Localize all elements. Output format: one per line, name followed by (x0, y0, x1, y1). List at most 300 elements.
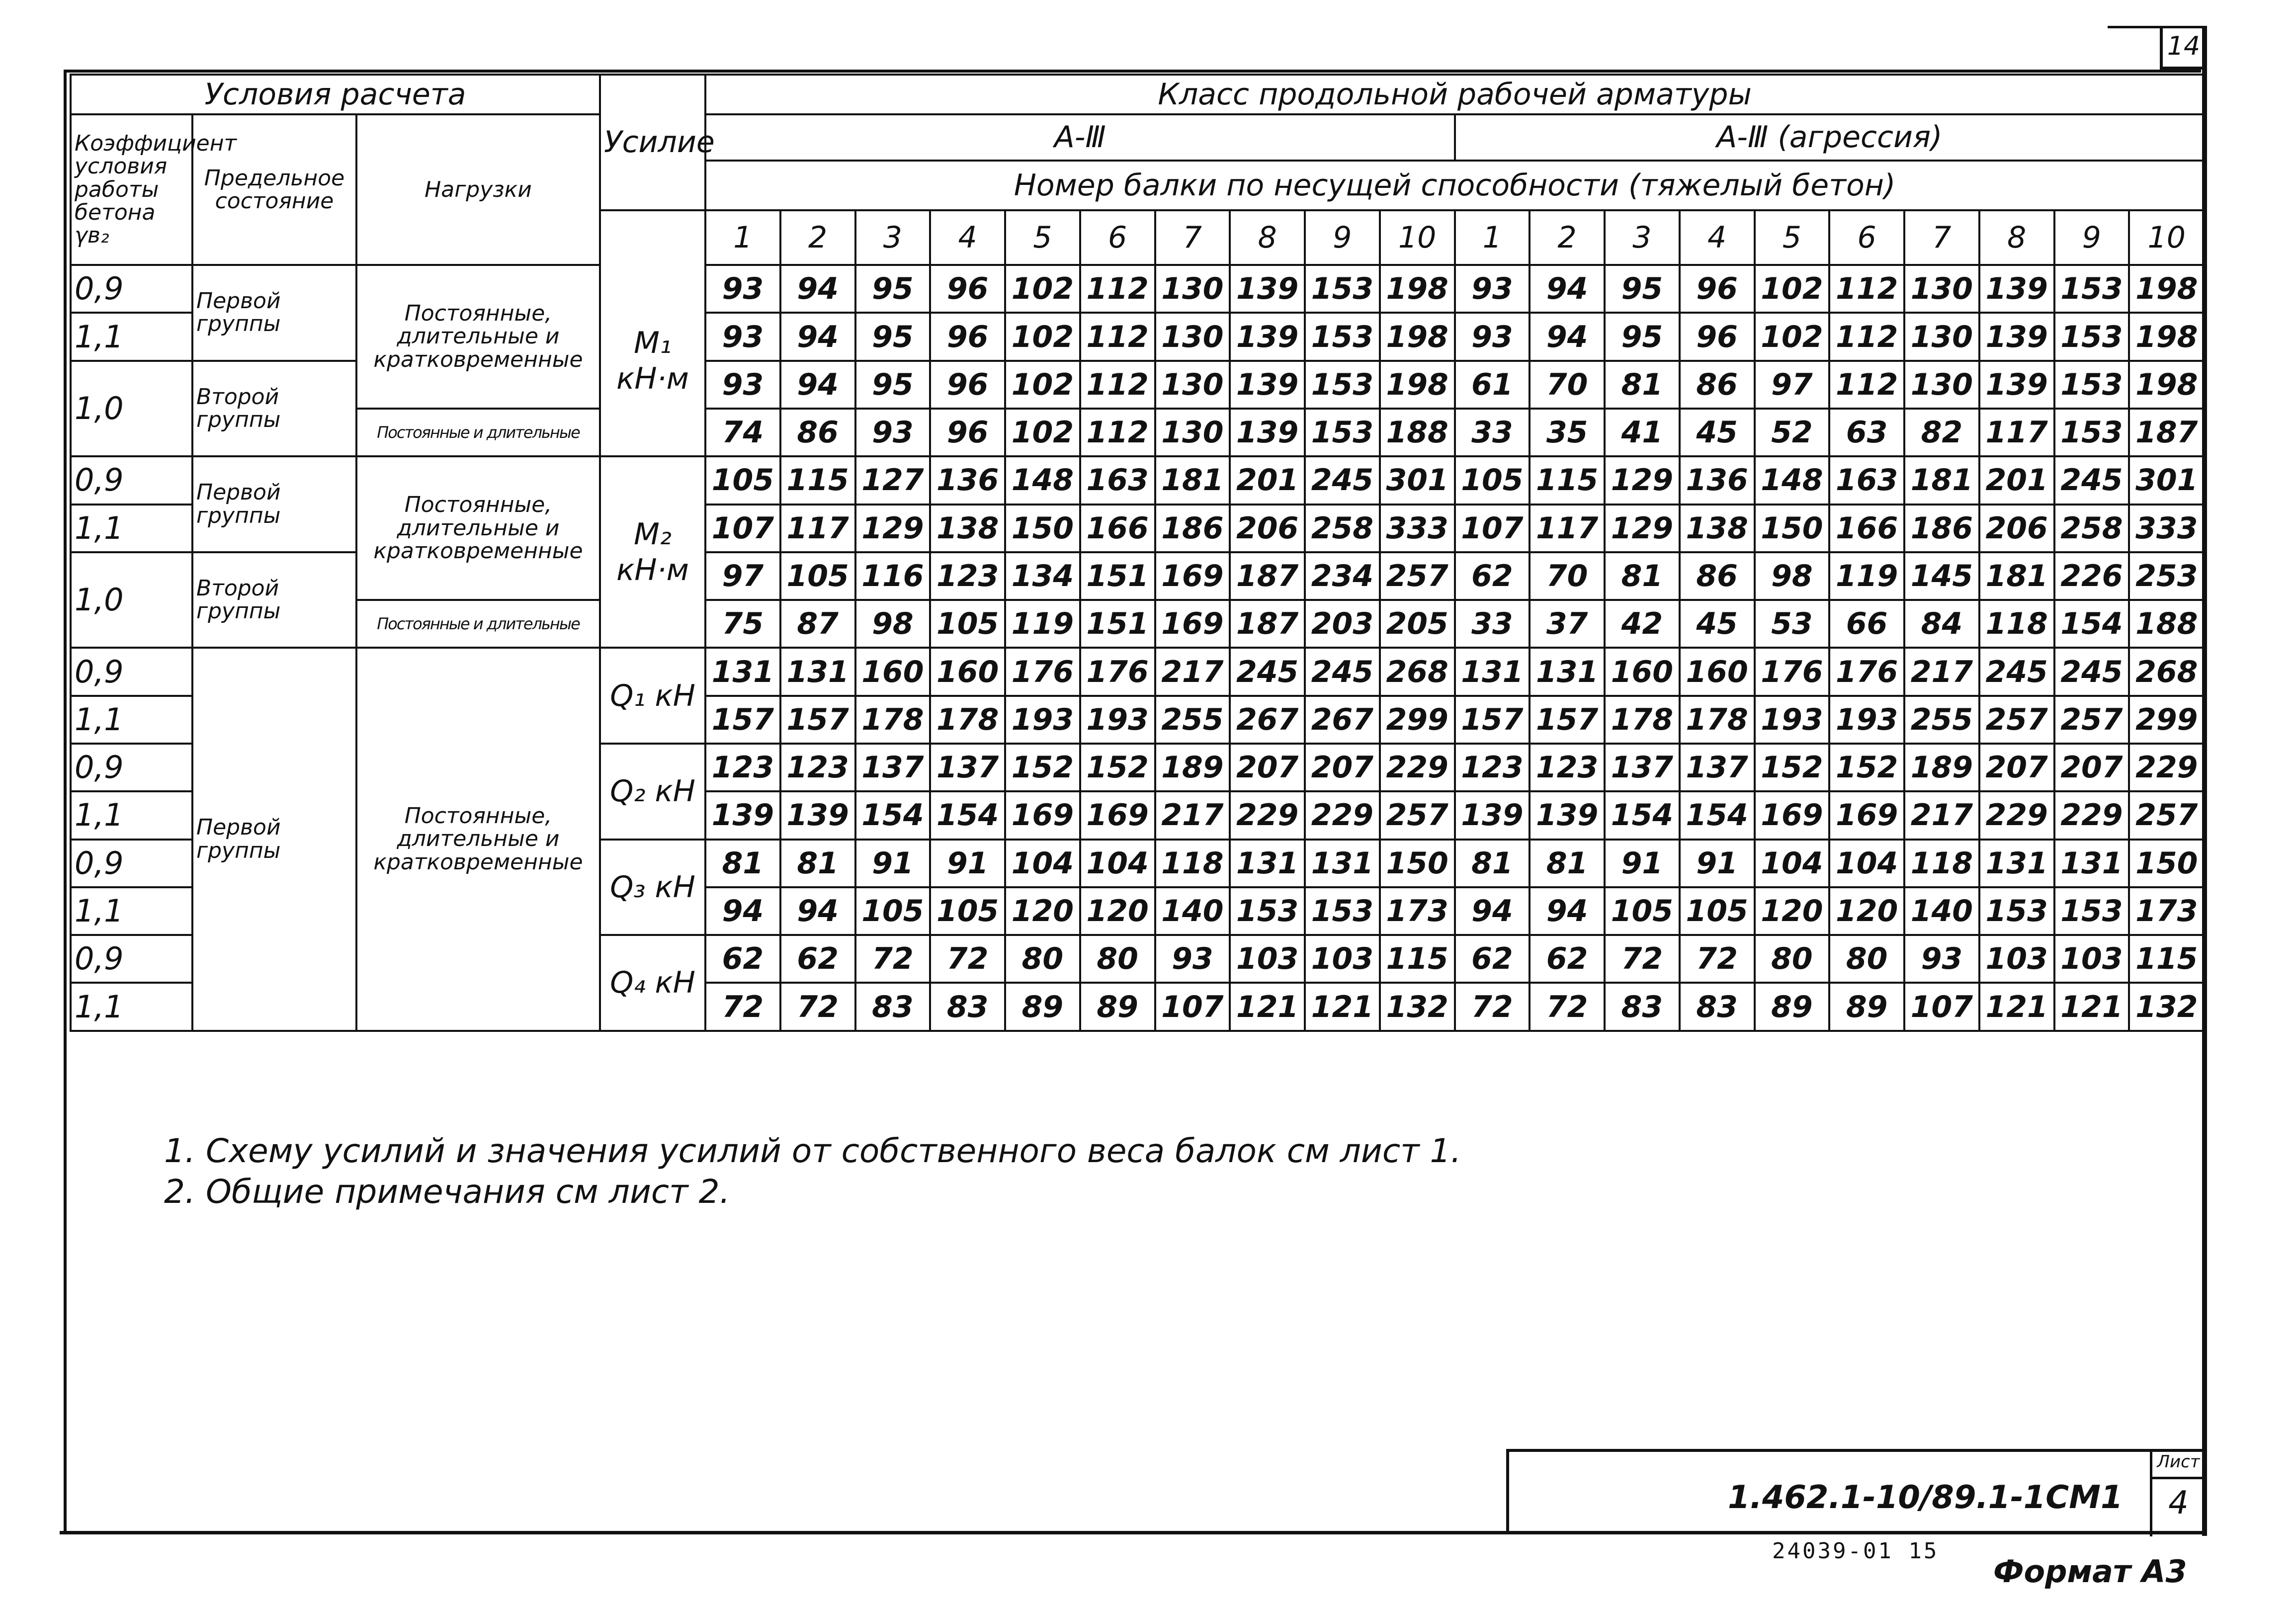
value-cell: 245 (2054, 456, 2129, 504)
value-cell: 93 (1455, 265, 1530, 313)
value-cell: 107 (1155, 983, 1230, 1030)
value-cell: 119 (1829, 552, 1904, 600)
value-cell: 72 (1455, 983, 1530, 1030)
value-cell: 82 (1904, 409, 1979, 456)
beam-number-cell: 4 (1680, 210, 1755, 265)
value-cell: 205 (1380, 600, 1455, 648)
value-cell: 181 (1155, 456, 1230, 504)
value-cell: 95 (1605, 265, 1680, 313)
value-cell: 89 (1080, 983, 1155, 1030)
calc-conditions-header: Условия расчета (71, 75, 600, 114)
frame-top-line (64, 70, 2201, 73)
value-cell: 217 (1155, 648, 1230, 695)
value-cell: 112 (1829, 361, 1904, 409)
value-cell: 245 (2054, 648, 2129, 695)
value-cell: 103 (2054, 935, 2129, 983)
value-cell: 245 (1979, 648, 2054, 695)
beam-number-cell: 2 (1530, 210, 1605, 265)
value-cell: 33 (1455, 409, 1530, 456)
force-cell: M₂ кН·м (600, 456, 705, 648)
value-cell: 154 (1605, 791, 1680, 839)
limit-state-cell: Второй группы (192, 552, 356, 648)
sheet-label: Лист (2152, 1452, 2205, 1479)
loads-cell: Постоянные, длительные и кратковременные (356, 648, 600, 1030)
coef-cell: 0,9 (71, 935, 192, 983)
value-cell: 257 (1380, 552, 1455, 600)
value-cell: 145 (1904, 552, 1979, 600)
value-cell: 139 (1979, 313, 2054, 360)
coef-cell: 1,0 (71, 361, 192, 457)
sheet-number: 14 (2167, 31, 2201, 61)
value-cell: 153 (2054, 361, 2129, 409)
value-cell: 42 (1605, 600, 1680, 648)
value-cell: 81 (1605, 552, 1680, 600)
value-cell: 105 (1605, 887, 1680, 935)
loads-cell: Постоянные, длительные и кратковременные (356, 265, 600, 409)
value-cell: 201 (1230, 456, 1305, 504)
value-cell: 120 (1005, 887, 1080, 935)
value-cell: 130 (1155, 265, 1230, 313)
table-row (71, 265, 2204, 313)
value-cell: 245 (1230, 648, 1305, 695)
value-cell: 72 (855, 935, 931, 983)
loads-cell: Постоянные и длительные (356, 600, 600, 648)
value-cell: 115 (1380, 935, 1455, 983)
limit-state-cell: Первой группы (192, 456, 356, 552)
force-header: Усилие (600, 75, 705, 210)
limit-state-cell: Первой группы (192, 648, 356, 1030)
value-cell: 255 (1904, 696, 1979, 744)
value-cell: 198 (1380, 265, 1455, 313)
value-cell: 105 (855, 887, 931, 935)
value-cell: 91 (1680, 840, 1755, 887)
value-cell: 98 (1755, 552, 1830, 600)
value-cell: 62 (705, 935, 780, 983)
value-cell: 193 (1080, 696, 1155, 744)
value-cell: 131 (1305, 840, 1380, 887)
value-cell: 186 (1904, 505, 1979, 552)
value-cell: 118 (1904, 840, 1979, 887)
value-cell: 169 (1829, 791, 1904, 839)
value-cell: 91 (855, 840, 931, 887)
value-cell: 91 (930, 840, 1005, 887)
value-cell: 198 (2129, 361, 2204, 409)
value-cell: 139 (1230, 313, 1305, 360)
value-cell: 229 (2054, 791, 2129, 839)
value-cell: 193 (1755, 696, 1830, 744)
value-cell: 132 (2129, 983, 2204, 1030)
value-cell: 207 (2054, 744, 2129, 791)
value-cell: 96 (1680, 313, 1755, 360)
beam-number-cell: 6 (1080, 210, 1155, 265)
value-cell: 80 (1755, 935, 1830, 983)
value-cell: 136 (1680, 456, 1755, 504)
value-cell: 130 (1155, 313, 1230, 360)
value-cell: 188 (1380, 409, 1455, 456)
value-cell: 267 (1305, 696, 1380, 744)
value-cell: 86 (780, 409, 855, 456)
value-cell: 123 (780, 744, 855, 791)
coef-cell: 1,1 (71, 887, 192, 935)
value-cell: 153 (2054, 313, 2129, 360)
value-cell: 33 (1455, 600, 1530, 648)
value-cell: 107 (1904, 983, 1979, 1030)
coef-cell: 1,1 (71, 791, 192, 839)
value-cell: 207 (1230, 744, 1305, 791)
value-cell: 139 (780, 791, 855, 839)
value-cell: 257 (1380, 791, 1455, 839)
loads-header: Нагрузки (356, 114, 600, 265)
value-cell: 102 (1005, 361, 1080, 409)
value-cell: 229 (1305, 791, 1380, 839)
beam-number-cell: 10 (1380, 210, 1455, 265)
loads-cell: Постоянные и длительные (356, 409, 600, 456)
value-cell: 80 (1829, 935, 1904, 983)
value-cell: 229 (1230, 791, 1305, 839)
beam-number-cell: 3 (855, 210, 931, 265)
value-cell: 95 (1605, 313, 1680, 360)
value-cell: 89 (1755, 983, 1830, 1030)
value-cell: 87 (780, 600, 855, 648)
value-cell: 153 (1979, 887, 2054, 935)
value-cell: 95 (855, 265, 931, 313)
value-cell: 140 (1904, 887, 1979, 935)
value-cell: 104 (1829, 840, 1904, 887)
beam-number-cell: 5 (1755, 210, 1830, 265)
value-cell: 104 (1080, 840, 1155, 887)
value-cell: 139 (1230, 361, 1305, 409)
inventory-stamp: 24039-01 15 (1772, 1538, 1939, 1564)
value-cell: 105 (780, 552, 855, 600)
value-cell: 81 (1530, 840, 1605, 887)
value-cell: 62 (1455, 552, 1530, 600)
value-cell: 176 (1755, 648, 1830, 695)
value-cell: 151 (1080, 600, 1155, 648)
value-cell: 187 (1230, 552, 1305, 600)
value-cell: 72 (1530, 983, 1605, 1030)
value-cell: 102 (1755, 265, 1830, 313)
beam-number-cell: 3 (1605, 210, 1680, 265)
value-cell: 333 (2129, 505, 2204, 552)
value-cell: 137 (1605, 744, 1680, 791)
limit-state-cell: Первой группы (192, 265, 356, 361)
value-cell: 163 (1829, 456, 1904, 504)
value-cell: 176 (1829, 648, 1904, 695)
value-cell: 186 (1155, 505, 1230, 552)
value-cell: 152 (1829, 744, 1904, 791)
value-cell: 187 (1230, 600, 1305, 648)
title-block-sheet-box (2150, 1452, 2205, 1536)
value-cell: 139 (1979, 265, 2054, 313)
beam-number-cell: 6 (1829, 210, 1904, 265)
value-cell: 117 (780, 505, 855, 552)
value-cell: 129 (1605, 456, 1680, 504)
value-cell: 80 (1080, 935, 1155, 983)
value-cell: 63 (1829, 409, 1904, 456)
value-cell: 95 (855, 361, 931, 409)
beam-number-cell: 1 (705, 210, 780, 265)
value-cell: 154 (855, 791, 931, 839)
value-cell: 153 (2054, 409, 2129, 456)
value-cell: 137 (855, 744, 931, 791)
title-block-sheet-number: 4 (2168, 1485, 2189, 1521)
value-cell: 130 (1904, 313, 1979, 360)
value-cell: 97 (705, 552, 780, 600)
value-cell: 121 (2054, 983, 2129, 1030)
value-cell: 86 (1680, 361, 1755, 409)
value-cell: 139 (705, 791, 780, 839)
value-cell: 93 (1904, 935, 1979, 983)
value-cell: 154 (2054, 600, 2129, 648)
value-cell: 152 (1005, 744, 1080, 791)
value-cell: 148 (1755, 456, 1830, 504)
value-cell: 94 (780, 265, 855, 313)
value-cell: 333 (1380, 505, 1455, 552)
value-cell: 169 (1155, 552, 1230, 600)
value-cell: 131 (705, 648, 780, 695)
value-cell: 91 (1605, 840, 1680, 887)
beam-number-cell: 5 (1005, 210, 1080, 265)
value-cell: 94 (780, 313, 855, 360)
value-cell: 112 (1080, 265, 1155, 313)
value-cell: 229 (1380, 744, 1455, 791)
value-cell: 107 (1455, 505, 1530, 552)
value-cell: 130 (1904, 361, 1979, 409)
value-cell: 62 (1455, 935, 1530, 983)
value-cell: 104 (1005, 840, 1080, 887)
value-cell: 217 (1904, 791, 1979, 839)
table-row (71, 600, 2204, 648)
value-cell: 93 (855, 409, 931, 456)
beam-number-cell: 4 (930, 210, 1005, 265)
value-cell: 130 (1904, 265, 1979, 313)
value-cell: 131 (1230, 840, 1305, 887)
value-cell: 138 (1680, 505, 1755, 552)
document-code: 1.462.1-10/89.1-1СМ1 (1728, 1479, 2123, 1516)
value-cell: 169 (1755, 791, 1830, 839)
value-cell: 153 (2054, 265, 2129, 313)
value-cell: 96 (1680, 265, 1755, 313)
value-cell: 299 (1380, 696, 1455, 744)
value-cell: 166 (1829, 505, 1904, 552)
value-cell: 118 (1155, 840, 1230, 887)
notes (164, 1131, 1461, 1212)
beam-number-cell: 7 (1904, 210, 1979, 265)
value-cell: 123 (930, 552, 1005, 600)
value-cell: 173 (1380, 887, 1455, 935)
value-cell: 121 (1305, 983, 1380, 1030)
coef-cell: 0,9 (71, 840, 192, 887)
value-cell: 104 (1755, 840, 1830, 887)
value-cell: 139 (1230, 265, 1305, 313)
value-cell: 37 (1530, 600, 1605, 648)
sheet-number-box (2160, 27, 2205, 70)
class-a3-header: А-Ⅲ (705, 114, 1455, 160)
value-cell: 153 (2054, 887, 2129, 935)
value-cell: 83 (1680, 983, 1755, 1030)
value-cell: 102 (1005, 265, 1080, 313)
value-cell: 61 (1455, 361, 1530, 409)
value-cell: 105 (1455, 456, 1530, 504)
value-cell: 187 (2129, 409, 2204, 456)
loads-cell: Постоянные, длительные и кратковременные (356, 456, 600, 600)
value-cell: 201 (1979, 456, 2054, 504)
value-cell: 132 (1380, 983, 1455, 1030)
value-cell: 131 (780, 648, 855, 695)
value-cell: 93 (705, 313, 780, 360)
value-cell: 253 (2129, 552, 2204, 600)
value-cell: 131 (1979, 840, 2054, 887)
table-row (71, 456, 2204, 504)
value-cell: 178 (930, 696, 1005, 744)
value-cell: 105 (1680, 887, 1755, 935)
value-cell: 207 (1305, 744, 1380, 791)
value-cell: 74 (705, 409, 780, 456)
value-cell: 119 (1005, 600, 1080, 648)
coef-cell: 1,1 (71, 313, 192, 360)
value-cell: 255 (1155, 696, 1230, 744)
value-cell: 107 (705, 505, 780, 552)
value-cell: 83 (855, 983, 931, 1030)
value-cell: 226 (2054, 552, 2129, 600)
coef-cell: 1,0 (71, 552, 192, 648)
value-cell: 94 (1455, 887, 1530, 935)
beam-number-cell: 9 (2054, 210, 2129, 265)
value-cell: 112 (1829, 265, 1904, 313)
value-cell: 53 (1755, 600, 1830, 648)
value-cell: 229 (1979, 791, 2054, 839)
limit-state-header: Предельное состояние (192, 114, 356, 265)
table-spacer-row (71, 1031, 2204, 1049)
value-cell: 105 (705, 456, 780, 504)
note-2: 2. Общие примечания см лист 2. (164, 1173, 730, 1211)
beam-number-cell: 8 (1979, 210, 2054, 265)
value-cell: 93 (705, 361, 780, 409)
force-cell: Q₂ кН (600, 744, 705, 840)
value-cell: 163 (1080, 456, 1155, 504)
rebar-class-header: Класс продольной рабочей арматуры (705, 75, 2204, 114)
table-spacer-cell (71, 1031, 2204, 1049)
value-cell: 153 (1230, 887, 1305, 935)
value-cell: 116 (855, 552, 931, 600)
value-cell: 96 (930, 313, 1005, 360)
value-cell: 234 (1305, 552, 1380, 600)
value-cell: 301 (1380, 456, 1455, 504)
value-cell: 160 (1605, 648, 1680, 695)
value-cell: 86 (1680, 552, 1755, 600)
value-cell: 154 (1680, 791, 1755, 839)
note-1: 1. Схему усилий и значения усилий от собственного веса балок см лист 1. (164, 1132, 1461, 1170)
value-cell: 160 (1680, 648, 1755, 695)
value-cell: 83 (1605, 983, 1680, 1030)
coef-cell: 1,1 (71, 505, 192, 552)
value-cell: 229 (2129, 744, 2204, 791)
forces-table (70, 74, 2205, 1049)
format-label: Формат А3 (1993, 1553, 2187, 1590)
value-cell: 193 (1005, 696, 1080, 744)
coef-cell: 1,1 (71, 983, 192, 1030)
value-cell: 70 (1530, 552, 1605, 600)
beam-number-header: Номер балки по несущей способности (тяжелый бетон) (705, 161, 2204, 210)
value-cell: 72 (1605, 935, 1680, 983)
value-cell: 153 (1305, 409, 1380, 456)
value-cell: 72 (1680, 935, 1755, 983)
value-cell: 96 (930, 361, 1005, 409)
value-cell: 129 (855, 505, 931, 552)
value-cell: 150 (1380, 840, 1455, 887)
value-cell: 127 (855, 456, 931, 504)
value-cell: 93 (705, 265, 780, 313)
value-cell: 105 (930, 887, 1005, 935)
value-cell: 112 (1080, 361, 1155, 409)
value-cell: 198 (2129, 265, 2204, 313)
beam-number-cell: 8 (1230, 210, 1305, 265)
value-cell: 112 (1829, 313, 1904, 360)
value-cell: 217 (1155, 791, 1230, 839)
value-cell: 94 (780, 361, 855, 409)
coef-cell: 0,9 (71, 265, 192, 313)
coef-cell: 1,1 (71, 696, 192, 744)
value-cell: 160 (855, 648, 931, 695)
value-cell: 207 (1979, 744, 2054, 791)
value-cell: 150 (1755, 505, 1830, 552)
value-cell: 121 (1230, 983, 1305, 1030)
beam-number-cell: 9 (1305, 210, 1380, 265)
value-cell: 62 (780, 935, 855, 983)
value-cell: 258 (2054, 505, 2129, 552)
value-cell: 62 (1530, 935, 1605, 983)
value-cell: 52 (1755, 409, 1830, 456)
value-cell: 198 (2129, 313, 2204, 360)
coef-header: Коэффициент условия работы бетона γв₂ (71, 114, 192, 265)
value-cell: 117 (1530, 505, 1605, 552)
value-cell: 188 (2129, 600, 2204, 648)
value-cell: 169 (1155, 600, 1230, 648)
value-cell: 137 (1680, 744, 1755, 791)
value-cell: 150 (1005, 505, 1080, 552)
value-cell: 257 (1979, 696, 2054, 744)
value-cell: 136 (930, 456, 1005, 504)
value-cell: 103 (1230, 935, 1305, 983)
force-cell: Q₁ кН (600, 648, 705, 744)
force-header-spacer (600, 210, 705, 265)
value-cell: 72 (930, 935, 1005, 983)
value-cell: 103 (1305, 935, 1380, 983)
value-cell: 258 (1305, 505, 1380, 552)
title-block (1506, 1449, 2205, 1533)
force-cell: Q₄ кН (600, 935, 705, 1031)
value-cell: 89 (1005, 983, 1080, 1030)
value-cell: 94 (1530, 265, 1605, 313)
value-cell: 153 (1305, 313, 1380, 360)
value-cell: 115 (2129, 935, 2204, 983)
coef-cell: 0,9 (71, 744, 192, 791)
value-cell: 130 (1155, 409, 1230, 456)
value-cell: 148 (1005, 456, 1080, 504)
value-cell: 131 (1455, 648, 1530, 695)
value-cell: 268 (2129, 648, 2204, 695)
value-cell: 81 (1455, 840, 1530, 887)
value-cell: 152 (1755, 744, 1830, 791)
value-cell: 96 (930, 409, 1005, 456)
value-cell: 115 (780, 456, 855, 504)
value-cell: 120 (1829, 887, 1904, 935)
value-cell: 95 (855, 313, 931, 360)
value-cell: 257 (2129, 791, 2204, 839)
beam-number-cell: 1 (1455, 210, 1530, 265)
value-cell: 137 (930, 744, 1005, 791)
force-cell: Q₃ кН (600, 840, 705, 935)
